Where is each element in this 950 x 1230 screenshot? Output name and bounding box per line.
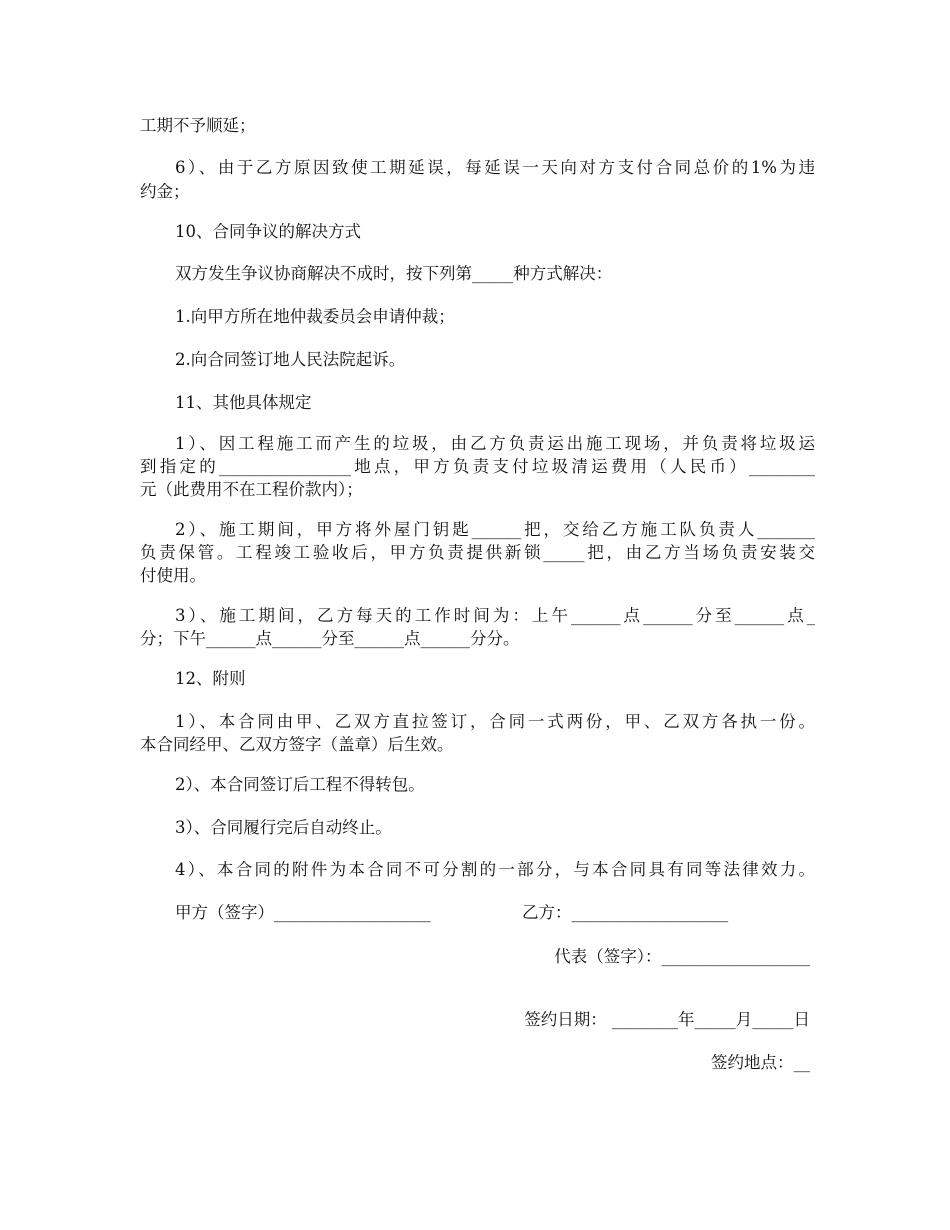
section-heading: 12、附则 <box>175 669 246 688</box>
section-heading: 10、合同争议的解决方式 <box>175 222 361 241</box>
section-heading: 11、其他具体规定 <box>175 393 312 412</box>
paragraph-line: 付使用。 <box>140 566 206 585</box>
sign-place: 签约地点：__ <box>711 1053 810 1072</box>
paragraph-line: 1.向甲方所在地仲裁委员会申请仲裁； <box>175 307 455 326</box>
paragraph-line: 4）、本合同的附件为本合同不可分割的一部分，与本合同具有同等法律效力。 <box>175 860 815 879</box>
paragraph-line: 双方发生争议协商解决不成时，按下列第_____种方式解决： <box>175 264 613 283</box>
paragraph-line: 1）、本合同由甲、乙双方直拉签订，合同一式两份，甲、乙双方各执一份。 <box>175 712 815 731</box>
party-a-signature: 甲方（签字）___________________ <box>175 903 431 922</box>
paragraph-line: 约金； <box>140 182 190 201</box>
sign-date: 签约日期： ________年_____月_____日 <box>524 1010 810 1029</box>
paragraph-line: 工期不予顺延； <box>140 116 256 135</box>
paragraph-line: 1）、因工程施工而产生的垃圾，由乙方负责运出施工现场，并负责将垃圾运 <box>175 434 815 453</box>
paragraph-line: 到指定的________________地点，甲方负责支付垃圾清运费用（人民币）________ <box>140 457 815 476</box>
representative-signature: 代表（签字）：__________________ <box>554 947 810 966</box>
paragraph-line: 2）、施工期间，甲方将外屋门钥匙______把，交给乙方施工队负责人_______ <box>175 520 815 539</box>
paragraph-line: 2）、本合同签订后工程不得转包。 <box>175 775 425 794</box>
paragraph-line: 本合同经甲、乙双方签字（盖章）后生效。 <box>140 735 454 754</box>
paragraph-line: 分；下午______点______分至______点______分分。 <box>140 629 520 648</box>
paragraph-line: 6）、由于乙方原因致使工期延误，每延误一天向对方支付合同总价的1%为违 <box>175 158 815 177</box>
paragraph-line: 负责保管。工程竣工验收后，甲方负责提供新锁_____把，由乙方当场负责安装交 <box>140 543 815 562</box>
paragraph-line: 2.向合同签订地人民法院起诉。 <box>175 350 406 369</box>
paragraph-line: 3）、施工期间，乙方每天的工作时间为：上午______点______分至______点_ <box>175 606 815 625</box>
paragraph-line: 3）、合同履行完后自动终止。 <box>175 818 392 837</box>
party-b-signature: 乙方：___________________ <box>522 903 729 922</box>
paragraph-line: 元（此费用不在工程价款内）； <box>140 480 363 499</box>
